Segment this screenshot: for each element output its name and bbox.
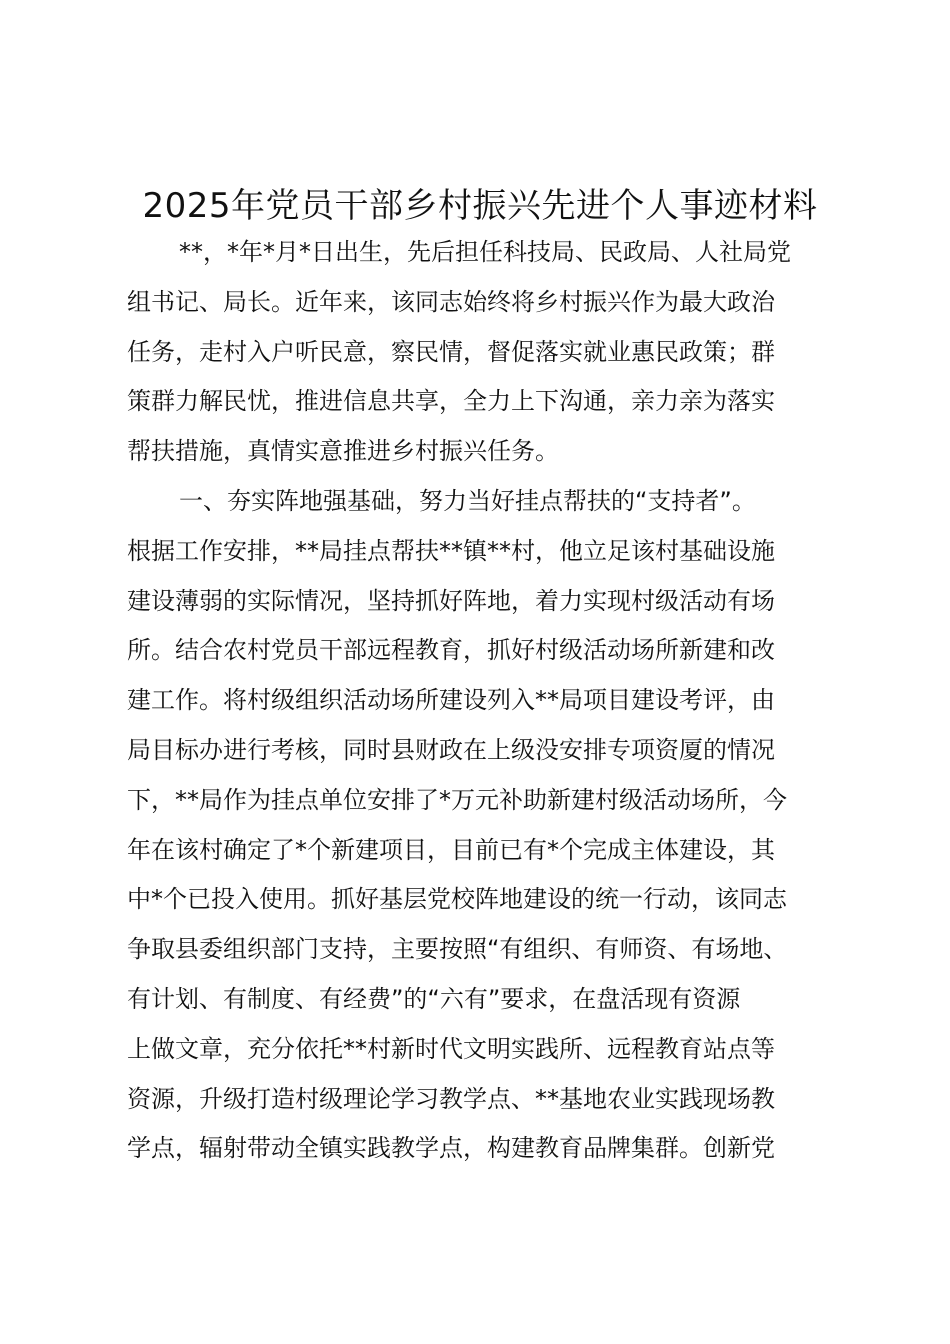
text-line: 有计划、有制度、有经费”的“六有”要求，在盘活现有资源: [127, 984, 741, 1013]
document-body: [127, 228, 842, 1174]
text-line: 争取县委组织部门支持，主要按照“有组织、有师资、有场地、: [127, 935, 788, 964]
text-line: 任务，走村入户听民意，察民情，督促落实就业惠民政策；群: [127, 337, 775, 366]
text-line: 下，**局作为挂点单位安排了*万元补助新建村级活动场所，今: [127, 785, 787, 814]
paragraph-section-one: [127, 477, 842, 1174]
text-line: 年在该村确定了*个新建项目，目前已有*个完成主体建设，其: [127, 835, 775, 864]
text-line: 根据工作安排，**局挂点帮扶**镇**村，他立足该村基础设施: [127, 536, 775, 565]
section-heading-line: 一、夯实阵地强基础，努力当好挂点帮扶的“支持者”。: [179, 486, 756, 515]
text-line: 组书记、局长。近年来，该同志始终将乡村振兴作为最大政治: [127, 287, 775, 316]
text-line: 建工作。将村级组织活动场所建设列入**局项目建设考评，由: [127, 686, 775, 715]
text-line: 学点，辐射带动全镇实践教学点，构建教育品牌集群。创新党: [127, 1134, 775, 1163]
text-line: 中*个已投入使用。抓好基层党校阵地建设的统一行动，该同志: [127, 885, 787, 914]
text-line: **，*年*月*日出生，先后担任科技局、民政局、人社局党: [179, 238, 791, 266]
text-line: 策群力解民忧，推进信息共享，全力上下沟通，亲力亲为落实: [127, 387, 775, 416]
text-line: 资源，升级打造村级理论学习教学点、**基地农业实践现场教: [127, 1084, 775, 1113]
text-line: 帮扶措施，真情实意推进乡村振兴任务。: [127, 437, 559, 466]
document-title: 2025年党员干部乡村振兴先进个人事迹材料: [142, 186, 818, 226]
text-line: 上做文章，充分依托**村新时代文明实践所、远程教育站点等: [127, 1034, 775, 1063]
paragraph-intro: [127, 228, 842, 477]
text-line: 局目标办进行考核，同时县财政在上级没安排专项资厦的情况: [127, 735, 775, 764]
text-line: 建设薄弱的实际情况，坚持抓好阵地，着力实现村级活动有场: [127, 586, 775, 615]
text-line: 所。结合农村党员干部远程教育，抓好村级活动场所新建和改: [127, 636, 775, 665]
